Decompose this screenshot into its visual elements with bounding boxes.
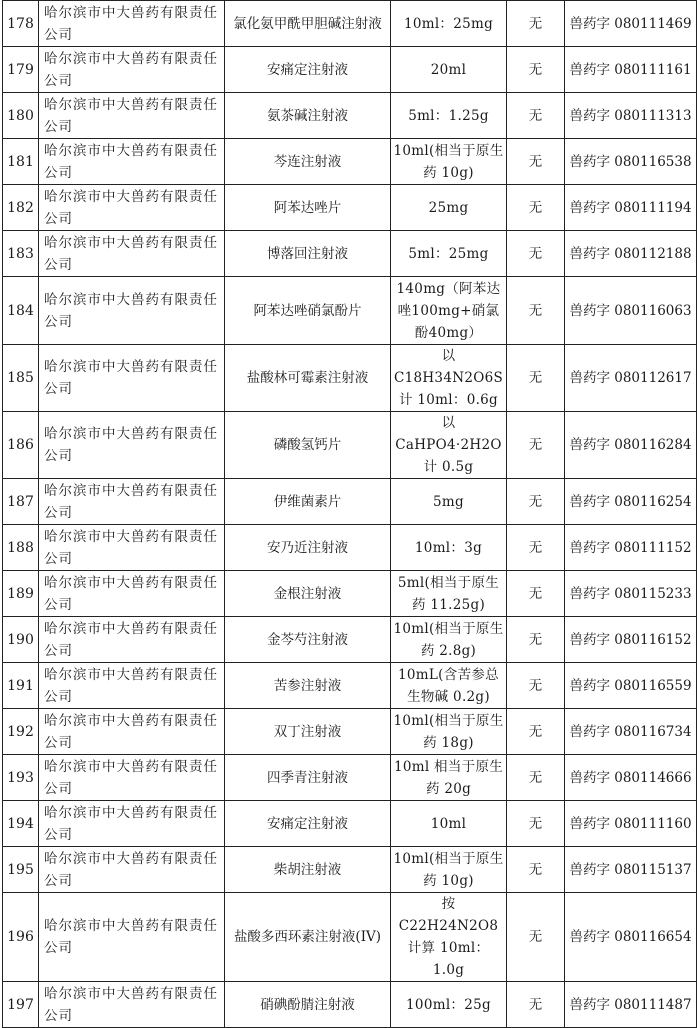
table-row [3, 709, 697, 755]
table-row [3, 982, 697, 1028]
row-number: 196 [3, 893, 39, 982]
approval-number: 兽药字 080116063 [565, 277, 697, 345]
table-row [3, 663, 697, 709]
row-number: 191 [3, 663, 39, 709]
table-row [3, 755, 697, 801]
row-number: 187 [3, 479, 39, 525]
approval-number: 兽药字 080116254 [565, 479, 697, 525]
remark-cell: 无 [507, 1, 565, 47]
remark-cell: 无 [507, 185, 565, 231]
table-row [3, 479, 697, 525]
product-spec: 10ml(相当于原生药 18g) [391, 709, 507, 755]
row-number: 182 [3, 185, 39, 231]
remark-cell: 无 [507, 663, 565, 709]
company-name: 哈尔滨市中大兽药有限责任公司 [39, 345, 225, 412]
product-spec: 5ml：1.25g [391, 93, 507, 139]
table-row [3, 93, 697, 139]
approval-number: 兽药字 080111152 [565, 525, 697, 571]
product-name: 伊维菌素片 [225, 479, 391, 525]
product-spec: 10mL(含苦参总生物碱 0.2g) [391, 663, 507, 709]
approval-number: 兽药字 080111194 [565, 185, 697, 231]
row-number: 197 [3, 982, 39, 1028]
product-spec: 按 C22H24N2O8 计算 10ml：1.0g [391, 893, 507, 982]
company-name: 哈尔滨市中大兽药有限责任公司 [39, 709, 225, 755]
product-name: 金芩芍注射液 [225, 617, 391, 663]
product-name: 安痛定注射液 [225, 47, 391, 93]
table-row [3, 617, 697, 663]
remark-cell: 无 [507, 277, 565, 345]
approval-number: 兽药字 080116734 [565, 709, 697, 755]
row-number: 186 [3, 412, 39, 479]
product-name: 阿苯达唑硝氯酚片 [225, 277, 391, 345]
row-number: 188 [3, 525, 39, 571]
product-table [2, 0, 697, 1028]
remark-cell: 无 [507, 893, 565, 982]
product-name: 盐酸多西环素注射液(IV) [225, 893, 391, 982]
table-row [3, 801, 697, 847]
company-name: 哈尔滨市中大兽药有限责任公司 [39, 982, 225, 1028]
company-name: 哈尔滨市中大兽药有限责任公司 [39, 139, 225, 185]
product-name: 阿苯达唑片 [225, 185, 391, 231]
company-name: 哈尔滨市中大兽药有限责任公司 [39, 663, 225, 709]
row-number: 194 [3, 801, 39, 847]
row-number: 181 [3, 139, 39, 185]
approval-number: 兽药字 080111161 [565, 47, 697, 93]
remark-cell: 无 [507, 617, 565, 663]
product-spec: 5mg [391, 479, 507, 525]
row-number: 192 [3, 709, 39, 755]
approval-number: 兽药字 080115137 [565, 847, 697, 893]
table-row [3, 571, 697, 617]
approval-number: 兽药字 080111313 [565, 93, 697, 139]
product-spec: 20ml [391, 47, 507, 93]
remark-cell: 无 [507, 139, 565, 185]
row-number: 184 [3, 277, 39, 345]
product-name: 博落回注射液 [225, 231, 391, 277]
product-spec: 100ml：25g [391, 982, 507, 1028]
row-number: 190 [3, 617, 39, 663]
approval-number: 兽药字 080116559 [565, 663, 697, 709]
row-number: 180 [3, 93, 39, 139]
company-name: 哈尔滨市中大兽药有限责任公司 [39, 479, 225, 525]
row-number: 183 [3, 231, 39, 277]
product-spec: 以 C18H34N2O6S 计 10ml：0.6g [391, 345, 507, 412]
product-name: 苦参注射液 [225, 663, 391, 709]
approval-number: 兽药字 080111160 [565, 801, 697, 847]
product-spec: 10ml [391, 801, 507, 847]
table-row [3, 525, 697, 571]
product-spec: 5ml(相当于原生药 11.25g) [391, 571, 507, 617]
table-row [3, 847, 697, 893]
product-name: 氯化氨甲酰甲胆碱注射液 [225, 1, 391, 47]
remark-cell: 无 [507, 93, 565, 139]
product-name: 盐酸林可霉素注射液 [225, 345, 391, 412]
table-row [3, 893, 697, 982]
table-row [3, 231, 697, 277]
product-spec: 140mg（阿苯达唑100mg+硝氯酚40mg） [391, 277, 507, 345]
approval-number: 兽药字 080114666 [565, 755, 697, 801]
row-number: 195 [3, 847, 39, 893]
table-row [3, 412, 697, 479]
company-name: 哈尔滨市中大兽药有限责任公司 [39, 893, 225, 982]
product-name: 芩连注射液 [225, 139, 391, 185]
company-name: 哈尔滨市中大兽药有限责任公司 [39, 93, 225, 139]
approval-number: 兽药字 080111487 [565, 982, 697, 1028]
remark-cell: 无 [507, 571, 565, 617]
product-name: 双丁注射液 [225, 709, 391, 755]
remark-cell: 无 [507, 847, 565, 893]
company-name: 哈尔滨市中大兽药有限责任公司 [39, 571, 225, 617]
company-name: 哈尔滨市中大兽药有限责任公司 [39, 412, 225, 479]
product-spec: 10ml(相当于原生药 10g) [391, 847, 507, 893]
product-name: 磷酸氢钙片 [225, 412, 391, 479]
table-row [3, 139, 697, 185]
table-body [3, 1, 697, 1028]
table-row [3, 185, 697, 231]
company-name: 哈尔滨市中大兽药有限责任公司 [39, 801, 225, 847]
table-row [3, 1, 697, 47]
product-spec: 10ml(相当于原生药 10g) [391, 139, 507, 185]
company-name: 哈尔滨市中大兽药有限责任公司 [39, 1, 225, 47]
company-name: 哈尔滨市中大兽药有限责任公司 [39, 847, 225, 893]
approval-number: 兽药字 080116538 [565, 139, 697, 185]
company-name: 哈尔滨市中大兽药有限责任公司 [39, 231, 225, 277]
product-spec: 5ml：25mg [391, 231, 507, 277]
remark-cell: 无 [507, 801, 565, 847]
product-spec: 以 CaHPO4·2H2O 计 0.5g [391, 412, 507, 479]
product-name: 金根注射液 [225, 571, 391, 617]
remark-cell: 无 [507, 982, 565, 1028]
product-name: 氨茶碱注射液 [225, 93, 391, 139]
remark-cell: 无 [507, 47, 565, 93]
product-name: 硝碘酚腈注射液 [225, 982, 391, 1028]
company-name: 哈尔滨市中大兽药有限责任公司 [39, 525, 225, 571]
product-spec: 10ml：3g [391, 525, 507, 571]
company-name: 哈尔滨市中大兽药有限责任公司 [39, 755, 225, 801]
table-row [3, 47, 697, 93]
remark-cell: 无 [507, 231, 565, 277]
product-name: 安乃近注射液 [225, 525, 391, 571]
product-spec: 10ml：25mg [391, 1, 507, 47]
remark-cell: 无 [507, 479, 565, 525]
table-row [3, 345, 697, 412]
company-name: 哈尔滨市中大兽药有限责任公司 [39, 617, 225, 663]
product-spec: 10ml 相当于原生药 20g [391, 755, 507, 801]
product-name: 安痛定注射液 [225, 801, 391, 847]
remark-cell: 无 [507, 709, 565, 755]
remark-cell: 无 [507, 755, 565, 801]
row-number: 179 [3, 47, 39, 93]
approval-number: 兽药字 080116284 [565, 412, 697, 479]
product-spec: 10ml(相当于原生药 2.8g) [391, 617, 507, 663]
approval-number: 兽药字 080111469 [565, 1, 697, 47]
product-spec: 25mg [391, 185, 507, 231]
approval-number: 兽药字 080112188 [565, 231, 697, 277]
approval-number: 兽药字 080115233 [565, 571, 697, 617]
approval-number: 兽药字 080116654 [565, 893, 697, 982]
remark-cell: 无 [507, 412, 565, 479]
remark-cell: 无 [507, 345, 565, 412]
row-number: 193 [3, 755, 39, 801]
table-row [3, 277, 697, 345]
approval-number: 兽药字 080116152 [565, 617, 697, 663]
remark-cell: 无 [507, 525, 565, 571]
product-name: 四季青注射液 [225, 755, 391, 801]
row-number: 189 [3, 571, 39, 617]
company-name: 哈尔滨市中大兽药有限责任公司 [39, 277, 225, 345]
approval-number: 兽药字 080112617 [565, 345, 697, 412]
product-name: 柴胡注射液 [225, 847, 391, 893]
row-number: 178 [3, 1, 39, 47]
company-name: 哈尔滨市中大兽药有限责任公司 [39, 47, 225, 93]
company-name: 哈尔滨市中大兽药有限责任公司 [39, 185, 225, 231]
row-number: 185 [3, 345, 39, 412]
